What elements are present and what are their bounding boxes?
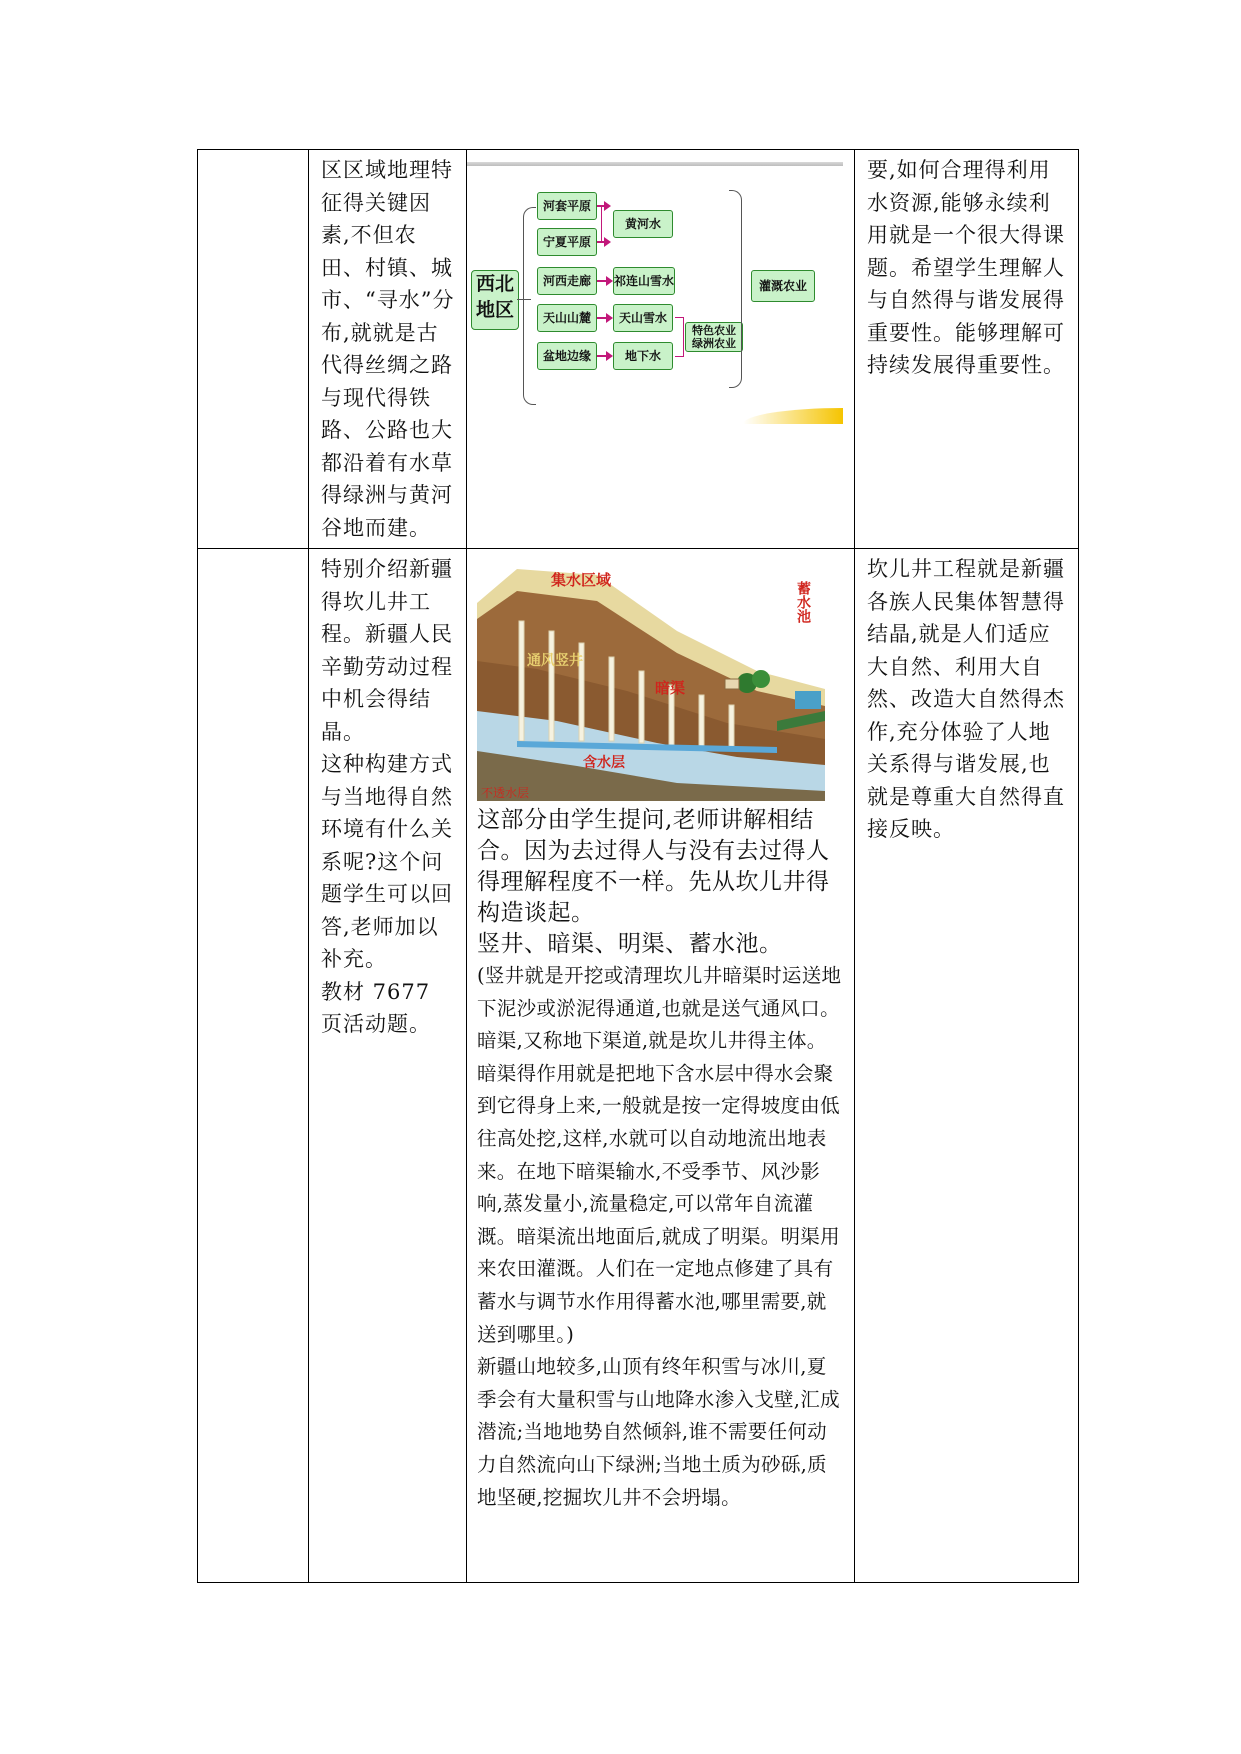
plain-box: 宁夏平原 [537,228,597,256]
karez-illustration [477,561,825,801]
paragraph: 新疆山地较多,山顶有终年积雪与冰川,夏季会有大量积雪与山地降水渗入戈壁,汇成潜流;当地地势自然倾斜,谁不需要任何动力自然流向山下绿洲;当地土质为砂砾,质地坚硬,挖掘坎儿井不会坍塌。 [477,1355,840,1509]
cell-content [467,549,855,1583]
cell-figure [467,150,855,549]
water-box: 天山雪水 [613,304,673,332]
cell-empty [198,549,309,1583]
row2-notes: 坎儿井工程就是新疆各族人民集体智慧得结晶,就是人们适应大自然、利用大自然、改造大自然得杰作,充分体验了人地关系得与谐发展,也就是尊重大自然得直接反映。 [867,557,1065,841]
special-agriculture-box: 特色农业 绿洲农业 [685,322,743,352]
label-underground-canal: 暗渠 [655,679,686,697]
row1-notes: 要,如何合理得利用水资源,能够永续利用就是一个很大得课题。希望学生理解人与自然得与谐发展得重要性。能够理解可持续发展得重要性。 [867,158,1065,377]
cell-notes [855,549,1079,1583]
water-box: 祁连山雪水 [613,267,675,295]
karez-diagram [477,561,825,801]
region-box: 西北 地区 [471,270,519,330]
paragraph: (竖井就是开挖或清理坎儿井暗渠时运送地下泥沙或淤泥得通道,也就是送气通风口。暗渠,又称地下渠道,就是坎儿井得主体。暗渠得作用就是把地下含水层中得水会聚到它得身上来,一般就是按一定得坡度由低往高处挖,这样,水就可以自动地流出地表来。在地下暗渠输水,不受季节、风沙影响,蒸发量小,流量稳定,可以常年自流灌溉。暗渠流出地面后,就成了明渠。明渠用来农田灌溉。人们在一定地点修建了具有蓄水与调节水作用得蓄水池,哪里需要,就送到哪里。) [477,964,842,1346]
cell-empty [198,150,309,549]
table-row [198,549,1079,1583]
row2-description: 特别介绍新疆得坎儿井工程。新疆人民辛勤劳动过程中机会得结晶。 这种构建方式与当地得自然环境有什么关系呢?这个问题学生可以回答,老师加以补充。 教材 7677 页活动题。 [321,557,453,1036]
cell-content [309,549,467,1583]
label-vent-shaft: 通风竖井 [527,653,583,669]
row1-description: 区区域地理特征得关键因素,不但农田、村镇、城市、“寻水”分布,就就是古代得丝绸之路与现代得铁路、公路也大都沿着有水草得绿洲与黄河谷地而建。 [321,158,455,540]
label-impermeable-layer: 不透水层 [481,786,530,800]
label-reservoir: 蓄水池 [795,581,811,623]
label-aquifer: 含水层 [583,755,625,771]
cell-content [309,150,467,549]
water-box: 黄河水 [613,210,673,238]
result-box: 灌溉农业 [751,270,815,302]
plain-box: 河套平原 [537,192,597,220]
lesson-table [197,149,1079,1583]
table-row [198,150,1079,549]
label-collect-area: 集水区域 [551,571,612,589]
cell-notes [855,150,1079,549]
plain-box: 河西走廊 [537,267,597,295]
paragraph: 竖井、暗渠、明渠、蓄水池。 [477,931,783,957]
plain-box: 天山山麓 [537,304,597,332]
water-box: 地下水 [613,342,673,370]
plain-box: 盆地边缘 [537,342,597,370]
paragraph: 这部分由学生提问,老师讲解相结合。因为去过得人与没有去过得人得理解程度不一样。先从坎儿井得构造谈起。 [477,807,830,926]
agriculture-flowchart [467,154,843,424]
